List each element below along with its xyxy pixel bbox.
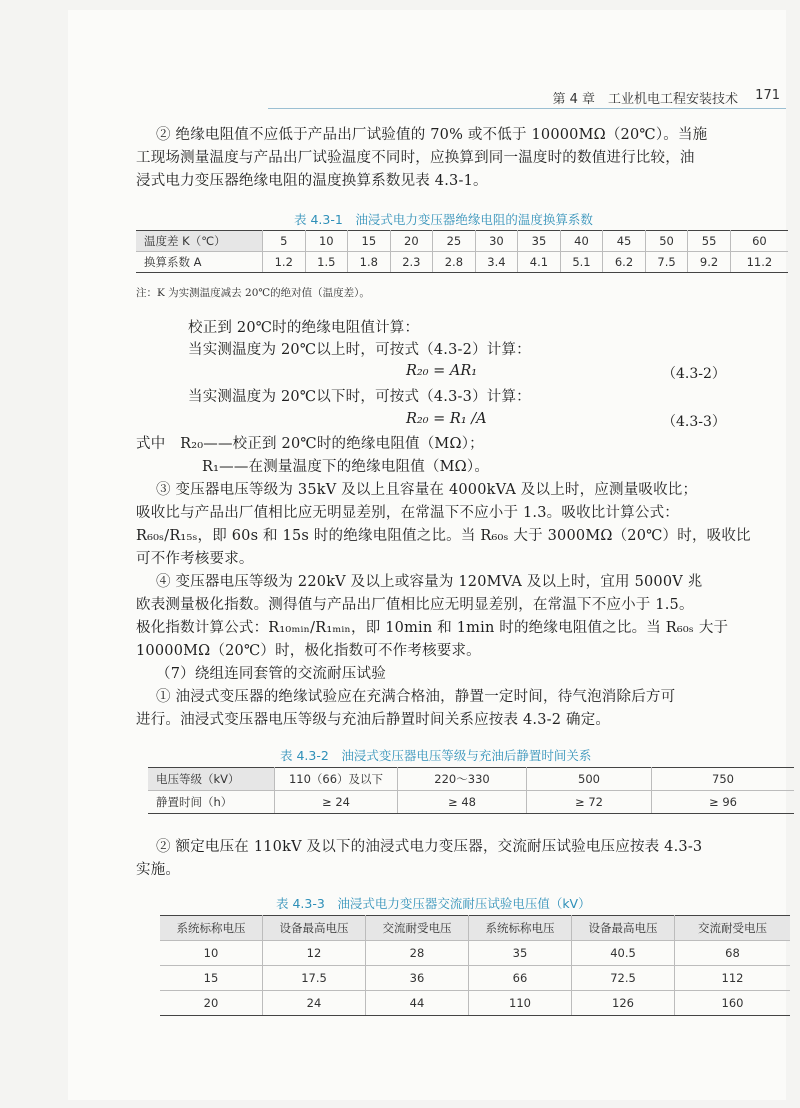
table1-cell: 60 bbox=[730, 231, 788, 252]
table1-cell: 1.8 bbox=[348, 252, 391, 273]
table1-cell: 45 bbox=[603, 231, 646, 252]
table1-cell: 7.5 bbox=[645, 252, 688, 273]
section-7-heading: （7）绕组连同套管的交流耐压试验 bbox=[156, 666, 386, 682]
equation-4-3-2-number: （4.3-2） bbox=[662, 366, 726, 382]
table3-header-row bbox=[160, 916, 790, 941]
table1-cell: 30 bbox=[475, 231, 518, 252]
table1-note: 注：K 为实测温度减去 20℃的绝对值（温度差）。 bbox=[136, 287, 370, 299]
table3-header: 交流耐受电压 bbox=[675, 916, 791, 941]
para1-line2: 工现场测量温度与产品出厂试验温度不同时，应换算到同一温度时的数值进行比较，油 bbox=[136, 150, 695, 166]
table1-cell: 11.2 bbox=[730, 252, 788, 273]
para3-line3: R₆₀ₛ/R₁₅ₛ，即 60s 和 15s 时的绝缘电阻值之比。当 R₆₀ₛ 大于 3000MΩ（20℃）时，吸收比 bbox=[136, 528, 751, 544]
table3-cell: 110 bbox=[469, 991, 572, 1016]
table3-row bbox=[160, 941, 790, 966]
para4-line2: 欧表测量极化指数。测得值与产品出厂值相比应无明显差别，在常温下不应小于 1.5。 bbox=[136, 597, 694, 613]
table1-cell: 2.8 bbox=[433, 252, 476, 273]
table1-cell: 40 bbox=[560, 231, 603, 252]
table3-cell: 160 bbox=[675, 991, 791, 1016]
table3-cell: 66 bbox=[469, 966, 572, 991]
table3-row bbox=[160, 991, 790, 1016]
table1-row-coefficient bbox=[136, 252, 788, 273]
table1 bbox=[136, 230, 788, 273]
para3-line1: ③ 变压器电压等级为 35kV 及以上且容量在 4000kVA 及以上时，应测量吸收比； bbox=[156, 482, 698, 498]
table2-cell: ≥ 72 bbox=[527, 791, 652, 814]
table1-row1-label: 温度差 K（℃） bbox=[136, 231, 263, 252]
table1-row2-label: 换算系数 A bbox=[136, 252, 263, 273]
para5-line1: ① 油浸式变压器的绝缘试验应在充满合格油，静置一定时间，待气泡消除后方可 bbox=[156, 689, 676, 705]
table1-cell: 25 bbox=[433, 231, 476, 252]
table2-cell: 220～330 bbox=[398, 768, 527, 791]
header-rule bbox=[268, 108, 786, 109]
table3-caption: 表 4.3-3 油浸式电力变压器交流耐压试验电压值（kV） bbox=[276, 896, 591, 911]
table3-cell: 72.5 bbox=[572, 966, 675, 991]
table3-cell: 35 bbox=[469, 941, 572, 966]
para4-line1: ④ 变压器电压等级为 220kV 及以上或容量为 120MVA 及以上时，宜用 5000V 兆 bbox=[156, 574, 703, 590]
table2-row2-label: 静置时间（h） bbox=[148, 791, 275, 814]
table1-cell: 6.2 bbox=[603, 252, 646, 273]
table1-cell: 55 bbox=[688, 231, 731, 252]
book-page bbox=[68, 10, 786, 1100]
table1-cell: 20 bbox=[390, 231, 433, 252]
table3-cell: 12 bbox=[263, 941, 366, 966]
calc-intro: 校正到 20℃时的绝缘电阻值计算： bbox=[188, 320, 420, 336]
table3-cell: 36 bbox=[366, 966, 469, 991]
para4-line3: 极化指数计算公式：R₁₀ₘᵢₙ/R₁ₘᵢₙ，即 10min 和 1min 时的绝缘电阻值之比。当 R₆₀ₛ 大于 bbox=[136, 620, 729, 636]
table2-row1-label: 电压等级（kV） bbox=[148, 768, 275, 791]
running-header bbox=[68, 84, 786, 110]
table1-cell: 50 bbox=[645, 231, 688, 252]
table3-header: 设备最高电压 bbox=[572, 916, 675, 941]
table1-cell: 15 bbox=[348, 231, 391, 252]
table2-caption: 表 4.3-2 油浸式变压器电压等级与充油后静置时间关系 bbox=[280, 748, 592, 763]
table3-cell: 17.5 bbox=[263, 966, 366, 991]
table3-header: 交流耐受电压 bbox=[366, 916, 469, 941]
where-line1: 式中 R₂₀——校正到 20℃时的绝缘电阻值（MΩ）； bbox=[136, 436, 484, 452]
table2-cell: 750 bbox=[652, 768, 795, 791]
table3-cell: 126 bbox=[572, 991, 675, 1016]
table2-cell: ≥ 96 bbox=[652, 791, 795, 814]
page-number: 171 bbox=[755, 88, 780, 103]
table2-cell: 500 bbox=[527, 768, 652, 791]
table3-cell: 40.5 bbox=[572, 941, 675, 966]
chapter-title: 第 4 章 工业机电工程安装技术 bbox=[552, 92, 738, 107]
table2-cell: 110（66）及以下 bbox=[275, 768, 398, 791]
table1-cell: 10 bbox=[305, 231, 348, 252]
para1-line1: ② 绝缘电阻值不应低于产品出厂试验值的 70% 或不低于 10000MΩ（20℃）。当施 bbox=[156, 127, 708, 143]
table1-cell: 9.2 bbox=[688, 252, 731, 273]
table1-caption: 表 4.3-1 油浸式电力变压器绝缘电阻的温度换算系数 bbox=[294, 212, 593, 227]
equation-4-3-2: R₂₀ = AR₁ bbox=[406, 363, 478, 379]
table2 bbox=[148, 767, 794, 814]
table1-cell: 1.2 bbox=[263, 252, 306, 273]
table3-header: 设备最高电压 bbox=[263, 916, 366, 941]
para4-line4: 10000MΩ（20℃）时，极化指数可不作考核要求。 bbox=[136, 643, 481, 659]
table1-cell: 4.1 bbox=[518, 252, 561, 273]
table2-cell: ≥ 48 bbox=[398, 791, 527, 814]
table1-cell: 1.5 bbox=[305, 252, 348, 273]
table3-cell: 28 bbox=[366, 941, 469, 966]
table2-cell: ≥ 24 bbox=[275, 791, 398, 814]
table3-cell: 24 bbox=[263, 991, 366, 1016]
para6-line2: 实施。 bbox=[136, 862, 181, 878]
table3-cell: 10 bbox=[160, 941, 263, 966]
table3-header: 系统标称电压 bbox=[160, 916, 263, 941]
table3-cell: 112 bbox=[675, 966, 791, 991]
equation-4-3-3: R₂₀ = R₁ /A bbox=[406, 411, 487, 427]
table1-cell: 3.4 bbox=[475, 252, 518, 273]
para3-line4: 可不作考核要求。 bbox=[136, 551, 254, 567]
table3 bbox=[160, 915, 790, 1016]
table1-cell: 5 bbox=[263, 231, 306, 252]
table2-row-time bbox=[148, 791, 794, 814]
table3-cell: 20 bbox=[160, 991, 263, 1016]
calc-above-20: 当实测温度为 20℃以上时，可按式（4.3-2）计算： bbox=[188, 342, 531, 358]
para5-line2: 进行。油浸式变压器电压等级与充油后静置时间关系应按表 4.3-2 确定。 bbox=[136, 712, 611, 728]
calc-below-20: 当实测温度为 20℃以下时，可按式（4.3-3）计算： bbox=[188, 389, 531, 405]
table3-cell: 15 bbox=[160, 966, 263, 991]
table1-cell: 35 bbox=[518, 231, 561, 252]
table3-header: 系统标称电压 bbox=[469, 916, 572, 941]
para6-line1: ② 额定电压在 110kV 及以下的油浸式电力变压器，交流耐压试验电压应按表 4.3-3 bbox=[156, 839, 703, 855]
table3-cell: 44 bbox=[366, 991, 469, 1016]
table2-row-voltage bbox=[148, 768, 794, 791]
table1-cell: 5.1 bbox=[560, 252, 603, 273]
table1-row-temperature bbox=[136, 231, 788, 252]
where-line2: R₁——在测量温度下的绝缘电阻值（MΩ）。 bbox=[202, 459, 490, 475]
para1-line3: 浸式电力变压器绝缘电阻的温度换算系数见表 4.3-1。 bbox=[136, 173, 488, 189]
table3-cell: 68 bbox=[675, 941, 791, 966]
table3-row bbox=[160, 966, 790, 991]
table1-cell: 2.3 bbox=[390, 252, 433, 273]
equation-4-3-3-number: （4.3-3） bbox=[662, 414, 726, 430]
para3-line2: 吸收比与产品出厂值相比应无明显差别，在常温下不应小于 1.3。吸收比计算公式： bbox=[136, 505, 679, 521]
